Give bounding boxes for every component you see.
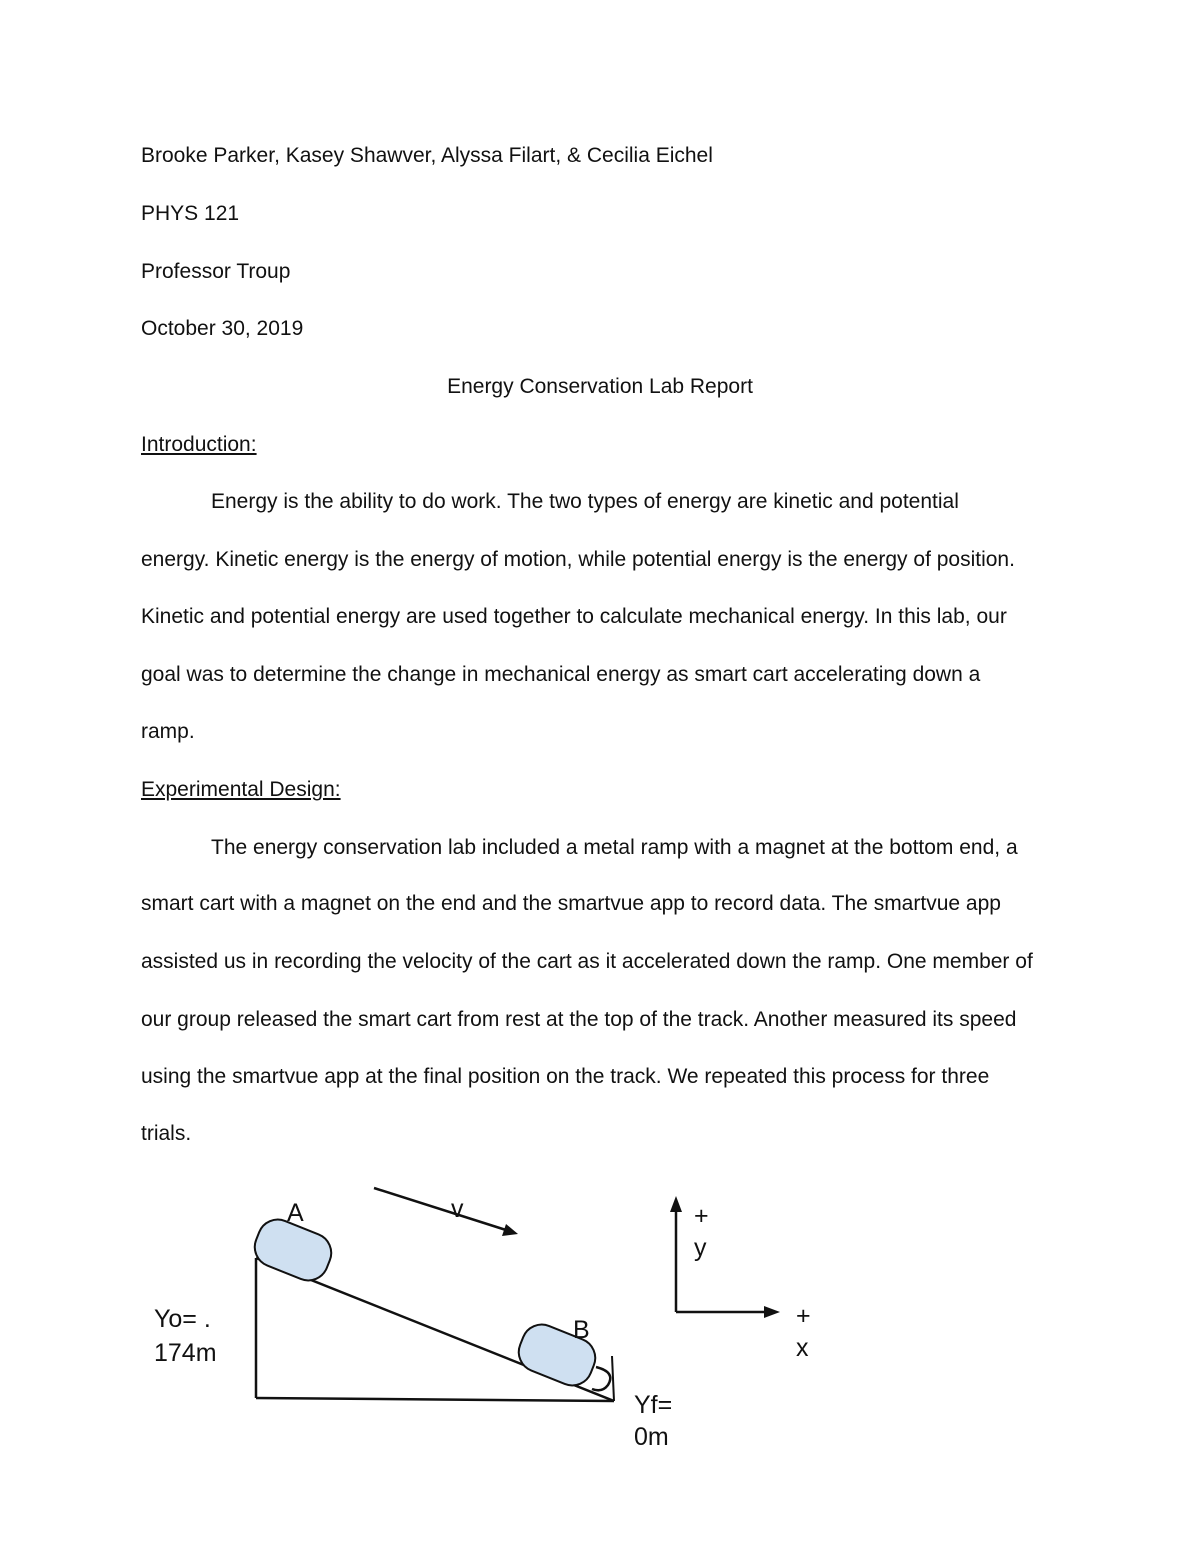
authors-line: Brooke Parker, Kasey Shawver, Alyssa Filart, & Cecilia Eichel bbox=[141, 144, 713, 167]
y-final-label-1: Yf= bbox=[634, 1391, 673, 1419]
y-axis-arrow bbox=[670, 1196, 682, 1470]
design-line-6: trials. bbox=[141, 1122, 192, 1145]
design-line-5: using the smartvue app at the final position on the track. We repeated this process for three bbox=[141, 1065, 990, 1088]
intro-line-2: energy. Kinetic energy is the energy of motion, while potential energy is the energy of position. bbox=[141, 548, 1015, 571]
cart-a-label: A bbox=[287, 1199, 304, 1227]
intro-line-4: goal was to determine the change in mechanical energy as smart cart accelerating down a bbox=[141, 663, 981, 686]
design-line-2: smart cart with a magnet on the end and the smartvue app to record data. The smartvue app bbox=[141, 892, 1001, 915]
y-initial-label-1: Yo= . bbox=[154, 1305, 211, 1333]
x-axis-arrow bbox=[676, 1306, 780, 1470]
y-initial-label-2: 174m bbox=[154, 1339, 217, 1367]
report-title: Energy Conservation Lab Report bbox=[447, 375, 753, 398]
intro-line-3: Kinetic and potential energy are used together to calculate mechanical energy. In this lab, our bbox=[141, 605, 1007, 628]
magnet-bumper bbox=[592, 1367, 610, 1390]
x-axis-label: x bbox=[796, 1334, 809, 1362]
design-line-4: our group released the smart cart from rest at the top of the track. Another measured its speed bbox=[141, 1008, 1017, 1031]
y-axis-sign: + bbox=[694, 1202, 709, 1230]
velocity-label: v bbox=[451, 1195, 464, 1223]
design-line-1: The energy conservation lab included a metal ramp with a magnet at the bottom end, a bbox=[211, 836, 1018, 859]
cart-b-label: B bbox=[573, 1316, 590, 1344]
professor-line: Professor Troup bbox=[141, 260, 291, 283]
introduction-heading: Introduction: bbox=[141, 433, 257, 456]
intro-line-5: ramp. bbox=[141, 720, 195, 743]
date-line: October 30, 2019 bbox=[141, 317, 304, 340]
design-line-3: assisted us in recording the velocity of the cart as it accelerated down the ramp. One member of bbox=[141, 950, 1033, 973]
velocity-arrow bbox=[374, 1188, 518, 1236]
y-final-label-2: 0m bbox=[634, 1423, 669, 1451]
x-axis-sign: + bbox=[796, 1302, 811, 1330]
intro-line-1: Energy is the ability to do work. The two types of energy are kinetic and potential bbox=[211, 490, 959, 513]
y-axis-label: y bbox=[694, 1234, 707, 1262]
ramp-diagram bbox=[0, 1170, 1200, 1470]
course-line: PHYS 121 bbox=[141, 202, 240, 225]
experimental-design-heading: Experimental Design: bbox=[141, 778, 341, 801]
